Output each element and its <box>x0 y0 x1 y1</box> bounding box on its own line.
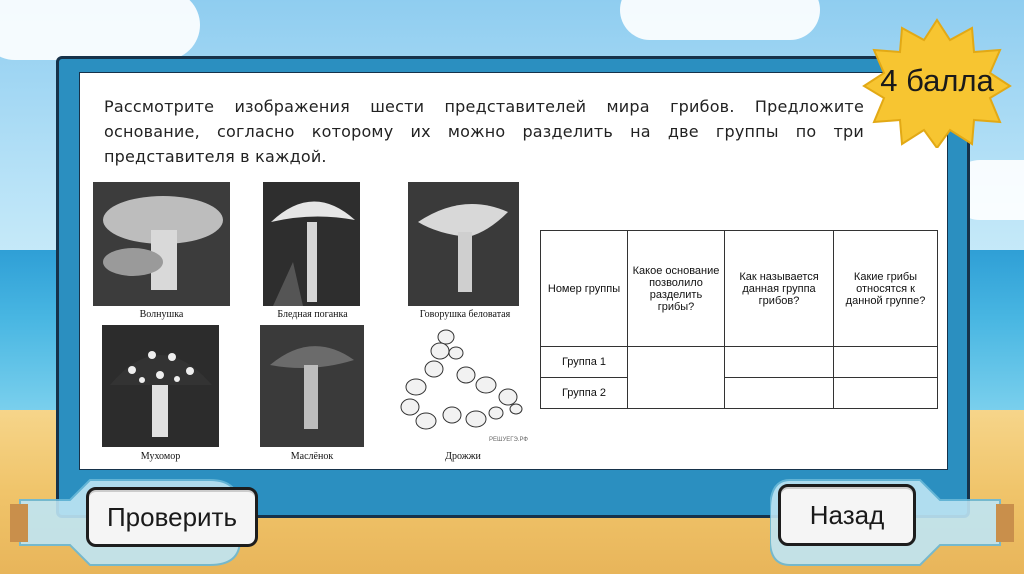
photo-govorushka <box>408 182 519 306</box>
row-label: Группа 2 <box>541 378 628 409</box>
back-button[interactable]: Назад <box>778 484 916 546</box>
basis-cell[interactable] <box>628 347 725 409</box>
photo-muhomor <box>102 325 219 447</box>
photo-blednaya-poganka <box>263 182 360 306</box>
members-cell[interactable] <box>834 347 938 378</box>
cloud <box>0 0 200 60</box>
watermark: РЕШУЕГЭ.РФ <box>488 437 528 443</box>
group-name-cell[interactable] <box>725 347 834 378</box>
cloud <box>620 0 820 40</box>
table-row <box>541 347 938 378</box>
photo-volnushka <box>93 182 230 306</box>
caption-blednaya-poganka: Бледная поганка <box>277 309 348 320</box>
answer-table <box>540 230 938 409</box>
caption-muhomor: Мухомор <box>140 451 181 462</box>
task-text: Рассмотрите изображения шести представителей мира грибов. Предложите основание, согласно которому их можно разделить на две группы по три представителя в каждой. <box>104 97 864 166</box>
header-group-number: Номер группы <box>541 231 628 347</box>
photo-maslenok <box>260 325 364 447</box>
photo-drozhzhi <box>396 325 530 447</box>
members-cell[interactable] <box>834 378 938 409</box>
group-name-cell[interactable] <box>725 378 834 409</box>
caption-govorushka: Говорушка беловатая <box>419 309 511 320</box>
header-basis: Какое основание позволило разделить грибы? <box>628 231 725 347</box>
check-button[interactable]: Проверить <box>86 487 258 547</box>
table-header-row <box>541 231 938 347</box>
caption-maslenok: Маслёнок <box>290 451 334 462</box>
score-badge: 4 балла <box>880 63 994 98</box>
caption-volnushka: Волнушка <box>139 309 184 320</box>
caption-drozhzhi: Дрожжи <box>445 451 481 462</box>
header-members: Какие грибы относятся к данной группе? <box>834 231 938 347</box>
header-group-name: Как называется данная группа грибов? <box>725 231 834 347</box>
row-label: Группа 1 <box>541 347 628 378</box>
table-row <box>541 378 938 409</box>
